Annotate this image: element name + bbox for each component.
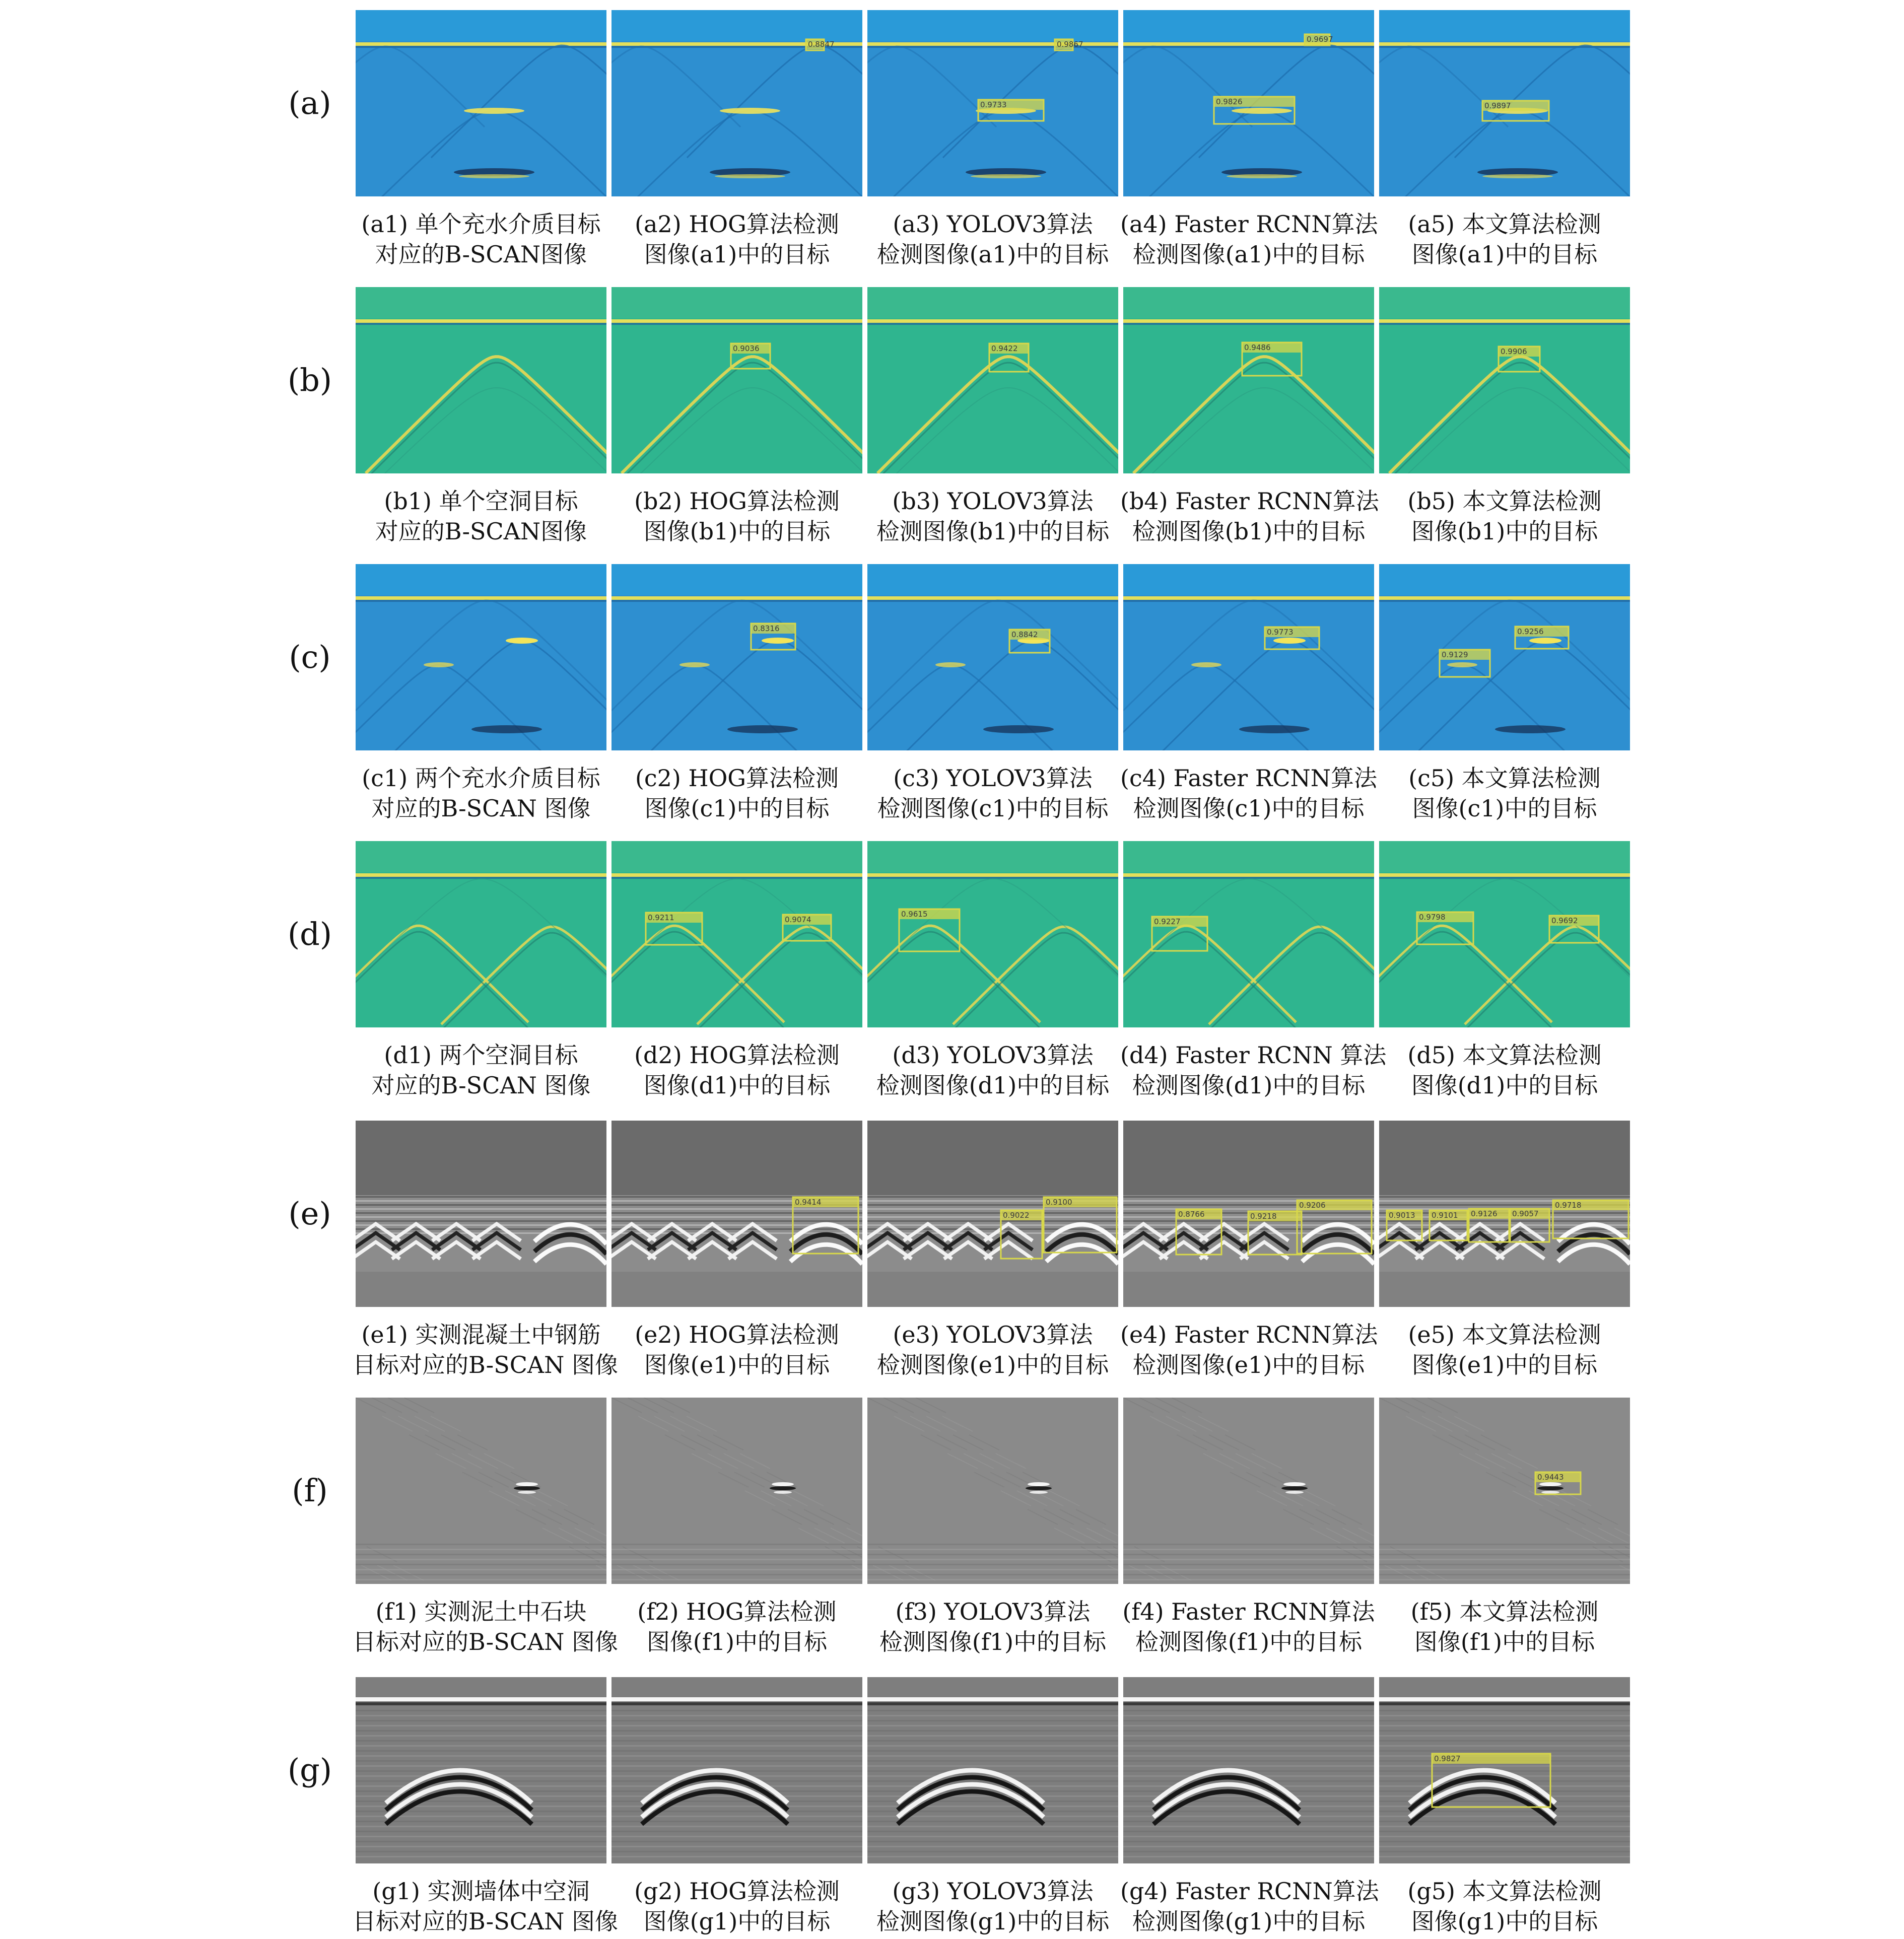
subfigure-caption: (f2) HOG算法检测 图像(f1)中的目标 — [637, 1598, 837, 1655]
row-label: (d) — [287, 916, 332, 952]
row-label: (g) — [287, 1752, 332, 1788]
detection-score: 0.9057 — [1512, 1209, 1539, 1218]
subfigure-caption: (b1) 单个空洞目标 对应的B-SCAN图像 — [375, 488, 587, 545]
subfigure-caption: (d4) Faster RCNN 算法 检测图像(d1)中的目标 — [1120, 1042, 1387, 1099]
subfigure-caption: (e1) 实测混凝土中钢筋 目标对应的B-SCAN 图像 — [353, 1321, 619, 1378]
subfigure-caption: (b3) YOLOV3算法 检测图像(b1)中的目标 — [876, 488, 1110, 545]
bscan-svg — [611, 841, 862, 1027]
bscan-image — [611, 564, 862, 750]
detection-score: 0.9013 — [1389, 1211, 1415, 1220]
subfigure-caption: (a5) 本文算法检测 图像(a1)中的目标 — [1408, 211, 1601, 268]
detection-score: 0.9615 — [901, 910, 928, 919]
bscan-image — [356, 841, 606, 1027]
bscan-image — [356, 564, 606, 750]
subfigure-caption: (d1) 两个空洞目标 对应的B-SCAN 图像 — [371, 1042, 591, 1099]
bscan-image — [867, 1398, 1118, 1584]
bscan-image — [1123, 10, 1374, 196]
bscan-svg — [1123, 564, 1374, 750]
subfigure-caption: (g5) 本文算法检测 图像(g1)中的目标 — [1407, 1878, 1602, 1935]
bscan-svg — [867, 1398, 1118, 1584]
bscan-image — [611, 1121, 862, 1307]
bscan-image — [1123, 1121, 1374, 1307]
bscan-svg — [867, 841, 1118, 1027]
subfigure-caption: (b5) 本文算法检测 图像(b1)中的目标 — [1407, 488, 1602, 545]
bscan-svg — [356, 287, 606, 473]
subfigure-caption: (g4) Faster RCNN算法 检测图像(g1)中的目标 — [1120, 1878, 1379, 1935]
bscan-image — [1123, 287, 1374, 473]
bscan-svg — [1379, 1677, 1630, 1863]
detection-score: 0.9773 — [1267, 628, 1294, 637]
bscan-svg — [1123, 287, 1374, 473]
detection-score: 0.9422 — [991, 344, 1018, 353]
detection-score: 0.8847 — [808, 40, 835, 49]
detection-score: 0.9100 — [1046, 1198, 1072, 1207]
subfigure-caption: (c4) Faster RCNN算法 检测图像(c1)中的目标 — [1120, 765, 1378, 822]
bscan-image — [356, 1677, 606, 1863]
bscan-image — [356, 1398, 606, 1584]
bscan-svg — [867, 287, 1118, 473]
subfigure-caption: (a3) YOLOV3算法 检测图像(a1)中的目标 — [876, 211, 1109, 268]
bscan-image — [1123, 1677, 1374, 1863]
bscan-svg — [1123, 1398, 1374, 1584]
row-label: (e) — [288, 1195, 331, 1232]
bscan-image — [1379, 841, 1630, 1027]
row-label: (a) — [288, 85, 331, 121]
bscan-image — [356, 10, 606, 196]
detection-box — [1305, 34, 1333, 45]
detection-score: 0.9211 — [648, 913, 674, 922]
bscan-svg — [867, 564, 1118, 750]
detection-score: 0.9827 — [1434, 1754, 1461, 1763]
bscan-image — [611, 10, 862, 196]
bscan-svg — [611, 1677, 862, 1863]
bscan-svg — [356, 1121, 606, 1307]
subfigure-caption: (a4) Faster RCNN算法 检测图像(a1)中的目标 — [1120, 211, 1378, 268]
bscan-image — [867, 1121, 1118, 1307]
bscan-svg — [867, 10, 1118, 196]
detection-score: 0.9101 — [1432, 1211, 1458, 1220]
bscan-image — [867, 841, 1118, 1027]
bscan-image — [611, 1398, 862, 1584]
detection-score: 0.9218 — [1250, 1212, 1277, 1221]
detection-score: 0.8842 — [1011, 630, 1038, 639]
bscan-svg — [867, 1677, 1118, 1863]
subfigure-caption: (c5) 本文算法检测 图像(c1)中的目标 — [1408, 765, 1601, 822]
bscan-svg — [1123, 1677, 1374, 1863]
bscan-svg — [611, 1398, 862, 1584]
subfigure-caption: (c1) 两个充水介质目标 对应的B-SCAN 图像 — [362, 765, 600, 822]
subfigure-caption: (g1) 实测墙体中空洞 目标对应的B-SCAN 图像 — [353, 1878, 619, 1935]
bscan-svg — [356, 10, 606, 196]
detection-score: 0.9126 — [1471, 1209, 1498, 1218]
detection-score: 0.9733 — [980, 100, 1007, 109]
bscan-image — [1379, 10, 1630, 196]
detection-score: 0.9692 — [1551, 916, 1578, 925]
bscan-svg — [356, 1398, 606, 1584]
detection-score: 0.9074 — [785, 915, 811, 924]
bscan-svg — [1379, 1121, 1630, 1307]
subfigure-caption: (d5) 本文算法检测 图像(d1)中的目标 — [1407, 1042, 1602, 1099]
detection-score: 0.9697 — [1307, 35, 1333, 44]
bscan-image — [1379, 1398, 1630, 1584]
row-label: (f) — [292, 1472, 328, 1509]
subfigure-caption: (g2) HOG算法检测 图像(g1)中的目标 — [634, 1878, 840, 1935]
detection-score: 0.9036 — [733, 344, 760, 353]
detection-score: 0.9867 — [1057, 40, 1083, 49]
bscan-image — [1379, 1677, 1630, 1863]
detection-box — [806, 39, 835, 50]
bscan-svg — [1379, 564, 1630, 750]
bscan-svg — [611, 287, 862, 473]
subfigure-caption: (e2) HOG算法检测 图像(e1)中的目标 — [635, 1321, 839, 1378]
bscan-image — [1379, 564, 1630, 750]
bscan-svg — [1379, 10, 1630, 196]
detection-score: 0.9897 — [1484, 101, 1511, 110]
bscan-image — [611, 841, 862, 1027]
subfigure-caption: (a1) 单个充水介质目标 对应的B-SCAN图像 — [361, 211, 601, 268]
subfigure-caption: (c2) HOG算法检测 图像(c1)中的目标 — [635, 765, 839, 822]
detection-score: 0.9826 — [1216, 97, 1243, 106]
detection-score: 0.9022 — [1003, 1211, 1030, 1220]
subfigure-caption: (f3) YOLOV3算法 检测图像(f1)中的目标 — [879, 1598, 1107, 1655]
bscan-image — [1123, 564, 1374, 750]
subfigure-caption: (d3) YOLOV3算法 检测图像(d1)中的目标 — [876, 1042, 1110, 1099]
bscan-image — [867, 287, 1118, 473]
bscan-svg — [1379, 1398, 1630, 1584]
detection-score: 0.9718 — [1555, 1201, 1582, 1210]
bscan-image — [611, 287, 862, 473]
bscan-image — [867, 10, 1118, 196]
subfigure-caption: (b4) Faster RCNN算法 检测图像(b1)中的目标 — [1120, 488, 1379, 545]
subfigure-caption: (e5) 本文算法检测 图像(e1)中的目标 — [1408, 1321, 1601, 1378]
detection-box — [1055, 39, 1083, 50]
bscan-image — [867, 564, 1118, 750]
subfigure-caption: (e4) Faster RCNN算法 检测图像(e1)中的目标 — [1120, 1321, 1378, 1378]
row-label: (b) — [287, 362, 332, 398]
subfigure-caption: (g3) YOLOV3算法 检测图像(g1)中的目标 — [876, 1878, 1110, 1935]
bscan-svg — [867, 1121, 1118, 1307]
bscan-svg — [1123, 10, 1374, 196]
bscan-svg — [1123, 1121, 1374, 1307]
bscan-svg — [1379, 841, 1630, 1027]
detection-score: 0.9129 — [1442, 650, 1468, 659]
bscan-image — [356, 287, 606, 473]
bscan-svg — [356, 1677, 606, 1863]
detection-score: 0.9227 — [1154, 917, 1181, 926]
detection-score: 0.9906 — [1501, 347, 1527, 356]
detection-score: 0.9414 — [795, 1198, 822, 1207]
subfigure-caption: (f1) 实测泥土中石块 目标对应的B-SCAN 图像 — [353, 1598, 619, 1655]
detection-score: 0.8766 — [1178, 1210, 1205, 1219]
bscan-svg — [1123, 841, 1374, 1027]
subfigure-caption: (c3) YOLOV3算法 检测图像(c1)中的目标 — [877, 765, 1109, 822]
subfigure-caption: (f5) 本文算法检测 图像(f1)中的目标 — [1410, 1598, 1599, 1655]
row-label: (c) — [289, 639, 331, 675]
bscan-image — [1123, 1398, 1374, 1584]
bscan-image — [356, 1121, 606, 1307]
detection-score: 0.8316 — [753, 624, 780, 633]
subfigure-caption: (b2) HOG算法检测 图像(b1)中的目标 — [634, 488, 840, 545]
bscan-svg — [1379, 287, 1630, 473]
subfigure-caption: (a2) HOG算法检测 图像(a1)中的目标 — [635, 211, 839, 268]
subfigure-caption: (d2) HOG算法检测 图像(d1)中的目标 — [634, 1042, 840, 1099]
bscan-image — [1379, 1121, 1630, 1307]
subfigure-caption: (f4) Faster RCNN算法 检测图像(f1)中的目标 — [1122, 1598, 1375, 1655]
detection-score: 0.9206 — [1299, 1201, 1326, 1210]
bscan-image — [611, 1677, 862, 1863]
bscan-svg — [611, 10, 862, 196]
detection-score: 0.9486 — [1244, 343, 1271, 352]
bscan-svg — [611, 564, 862, 750]
bscan-image — [1379, 287, 1630, 473]
bscan-svg — [356, 564, 606, 750]
detection-score: 0.9443 — [1537, 1473, 1564, 1482]
bscan-svg — [611, 1121, 862, 1307]
subfigure-caption: (e3) YOLOV3算法 检测图像(e1)中的目标 — [876, 1321, 1109, 1378]
bscan-svg — [356, 841, 606, 1027]
detection-score: 0.9256 — [1517, 627, 1544, 636]
bscan-image — [1123, 841, 1374, 1027]
bscan-image — [867, 1677, 1118, 1863]
detection-score: 0.9798 — [1419, 913, 1446, 922]
